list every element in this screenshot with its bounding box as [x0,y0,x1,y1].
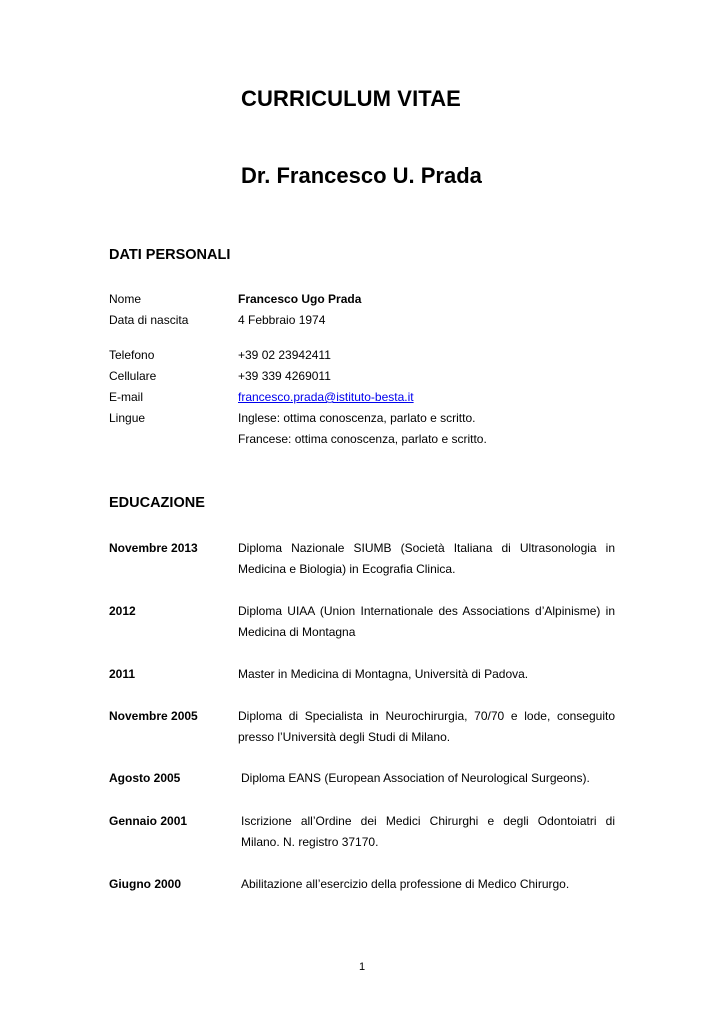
field-value: Inglese: ottima conoscenza, parlato e scritto. [238,411,476,425]
description-line: Diploma EANS (European Association of Neurological Surgeons). [241,771,590,785]
page-title: CURRICULUM VITAE [241,86,461,111]
education-description [241,874,615,895]
education-description [238,601,615,643]
description-line: Medicina e Biologia) in Ecografia Clinica. [238,562,456,576]
field-value: 4 Febbraio 1974 [238,313,326,327]
description-line: Iscrizione all’Ordine dei Medici Chirurghi e degli Odontoiatri di [241,814,615,828]
person-name: Dr. Francesco U. Prada [241,163,482,188]
section-heading-education: EDUCAZIONE [109,495,205,511]
description-line: Medicina di Montagna [238,625,356,639]
field-label: Nome [109,292,142,306]
education-date: Novembre 2013 [109,541,198,555]
field-value [238,387,414,408]
education-date: 2011 [109,667,136,681]
field-label: Data di nascita [109,313,189,327]
description-line: Diploma di Specialista in Neurochirurgia, 70/70 e lode, conseguito [238,709,615,723]
field-label: Cellulare [109,369,157,383]
section-heading-personal: DATI PERSONALI [109,247,231,263]
field-label: Telefono [109,348,155,362]
education-date: Agosto 2005 [109,771,181,785]
education-date: Gennaio 2001 [109,814,188,828]
education-description [238,538,615,580]
email-link[interactable]: francesco.prada@istituto-besta.it [238,390,414,404]
education-description [241,811,615,853]
field-label: E-mail [109,390,144,404]
description-line: Diploma UIAA (Union Internationale des Associations d’Alpinisme) in [238,604,615,618]
field-value: Francese: ottima conoscenza, parlato e scritto. [238,432,487,446]
page-number: 1 [358,961,366,973]
education-description [241,768,615,789]
description-line: Abilitazione all’esercizio della professione di Medico Chirurgo. [241,877,570,891]
field-value: Francesco Ugo Prada [238,292,362,306]
education-date: Giugno 2000 [109,877,182,891]
education-description [238,664,615,685]
education-date: Novembre 2005 [109,709,198,723]
field-value: +39 02 23942411 [238,348,331,362]
education-date: 2012 [109,604,136,618]
field-value: +39 339 4269011 [238,369,331,383]
description-line: presso l’Università degli Studi di Milano. [238,730,451,744]
field-label: Lingue [109,411,146,425]
description-line: Diploma Nazionale SIUMB (Società Italiana di Ultrasonologia in [238,541,615,555]
description-line: Master in Medicina di Montagna, Università di Padova. [238,667,529,681]
description-line: Milano. N. registro 37170. [241,835,379,849]
education-description [238,706,615,748]
